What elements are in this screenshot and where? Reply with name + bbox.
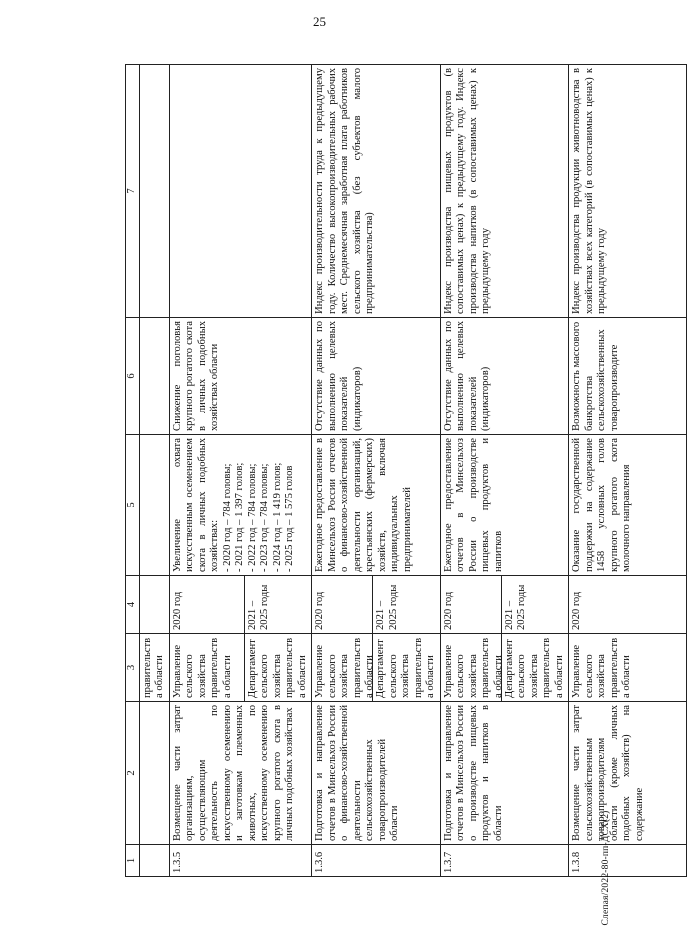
page-number: 25 — [313, 14, 326, 29]
executor-primary: Управление сельского хозяйства правительства области — [170, 634, 245, 701]
result-line: - 2021 год – 1 397 голов; — [234, 462, 245, 572]
header-col-1: 1 — [126, 845, 140, 877]
result-cell: Ежегодное предоставление отчетов в Минсельхоз России о производстве пищевых продуктов и напитков — [440, 435, 569, 576]
result-line: - 2020 год – 784 головы; — [221, 463, 233, 572]
result-line: - 2024 год – 1 419 голов; — [271, 462, 283, 572]
row-number: 1.3.5 — [169, 845, 312, 877]
term-cell — [440, 576, 569, 634]
header-col-6: 6 — [126, 318, 140, 435]
result-line: - 2023 год – 784 головы; — [259, 463, 270, 572]
executor-cell — [169, 634, 312, 702]
header-col-3: 3 — [126, 634, 140, 702]
term-cell — [169, 576, 312, 634]
result-cell: Оказание государственной поддержки на содержание 1458 условных голов крупного рогатого скота молочного направления — [569, 435, 687, 576]
header-row — [126, 65, 140, 877]
risk-cell: Отсутствие данных по выполнению целевых показателей (индикаторов) — [440, 318, 569, 435]
term-primary: 2020 год — [312, 576, 373, 633]
header-col-5: 5 — [126, 435, 140, 576]
result-cell: Ежегодное предоставление в Минсельхоз России отчетов о финансово-хозяйственной деятельности организаций, крестьянских (фермерских) хозяйств, включая индивидуальных предпринимателей — [312, 435, 441, 576]
header-col-7: 7 — [126, 65, 140, 318]
term-secondary: 2021 – 2025 годы — [246, 584, 270, 630]
rotated-table-sheet — [125, 65, 687, 877]
risk-cell: Возможность массового банкротства сельскохозяйственных товаропроизводите — [569, 318, 687, 435]
footer-stamp: Слепая/2022-80-пп-ДСХ(2) — [601, 810, 611, 926]
activity-text: Возмещение части затрат сельскохозяйственным товаропроизводителям области (кроме личных подобных хозяйств) на содержание — [569, 702, 687, 845]
table-row — [440, 65, 569, 877]
risk-cell: Отсутствие данных по выполнению целевых показателей (индикаторов) — [312, 318, 441, 435]
term-secondary: 2021 – 2025 годы — [503, 584, 527, 630]
indicator-cell — [169, 65, 312, 318]
executor-primary: Управление сельского хозяйства правительства области — [441, 634, 502, 701]
indicator-cell: Индекс производства пищевых продуктов (в сопоставимых ценах) к предыдущему году. Индекс производства напитков (в сопоставимых ценах) к предыдущему году — [440, 65, 569, 318]
activity-text: Подготовка и направление отчетов в Минсельхоз России о производстве пищевых продуктов и напитков в области — [440, 702, 569, 845]
executor-primary: Управление сельского хозяйства правительства области — [569, 634, 687, 702]
header-col-4: 4 — [126, 576, 140, 634]
row-number: 1.3.7 — [440, 845, 569, 877]
executor-cell — [312, 634, 441, 702]
result-line: - 2025 год – 1 575 голов — [284, 465, 295, 572]
executor-secondary: Департамент сельского хозяйства правительства области — [503, 637, 565, 698]
header-col-2: 2 — [126, 702, 140, 845]
table-row — [569, 65, 687, 877]
continuation-executor: правительства области — [139, 634, 169, 702]
activity-text: Подготовка и направление отчетов в Минсельхоз России о финансово-хозяйственной деятельности сельскохозяйственных товаропроизводителей области — [312, 702, 441, 845]
executor-secondary: Департамент сельского хозяйства правительства области — [246, 637, 308, 698]
program-activities-table — [125, 64, 687, 877]
term-primary: 2020 год — [170, 576, 245, 633]
term-primary: 2020 год — [441, 576, 502, 633]
continuation-row — [139, 65, 169, 877]
result-intro: Увеличение охвата искусственным осеменением скота в личных подобных хозяйствах: — [171, 438, 220, 572]
activity-text: Возмещение части затрат организациям, осуществляющим деятельность по искусственному осеменению и заготовкам племенных животных, по искусственному осеменению крупного рогатого скота в личных подобных хозяйствах — [169, 702, 312, 845]
result-cell — [169, 435, 312, 576]
executor-primary: Управление сельского хозяйства правительства области — [312, 634, 373, 701]
table-row — [312, 65, 441, 877]
row-number: 1.3.8 — [569, 845, 687, 877]
term-primary: 2020 год — [569, 576, 687, 634]
term-cell — [312, 576, 441, 634]
executor-secondary: Департамент сельского хозяйства правительства области — [375, 637, 436, 698]
result-line: - 2022 год – 784 головы; — [246, 463, 258, 572]
term-secondary: 2021 – 2025 годы — [375, 584, 399, 630]
row-number: 1.3.6 — [312, 845, 441, 877]
risk-cell: Снижение поголовья крупного рогатого скота в личных подобных хозяйствах области — [169, 318, 312, 435]
indicator-cell: Индекс производительности труда к предыдущему году. Количество высокопроизводительных рабочих мест. Среднемесячная заработная плата работников сельского хозяйства (без субъектов малого предпринимательства) — [312, 65, 441, 318]
executor-cell — [440, 634, 569, 702]
table-row — [169, 65, 312, 877]
indicator-cell: Индекс производства продукции животноводства в хозяйствах всех категорий (в сопоставимых ценах) к предыдущему году — [569, 65, 687, 318]
